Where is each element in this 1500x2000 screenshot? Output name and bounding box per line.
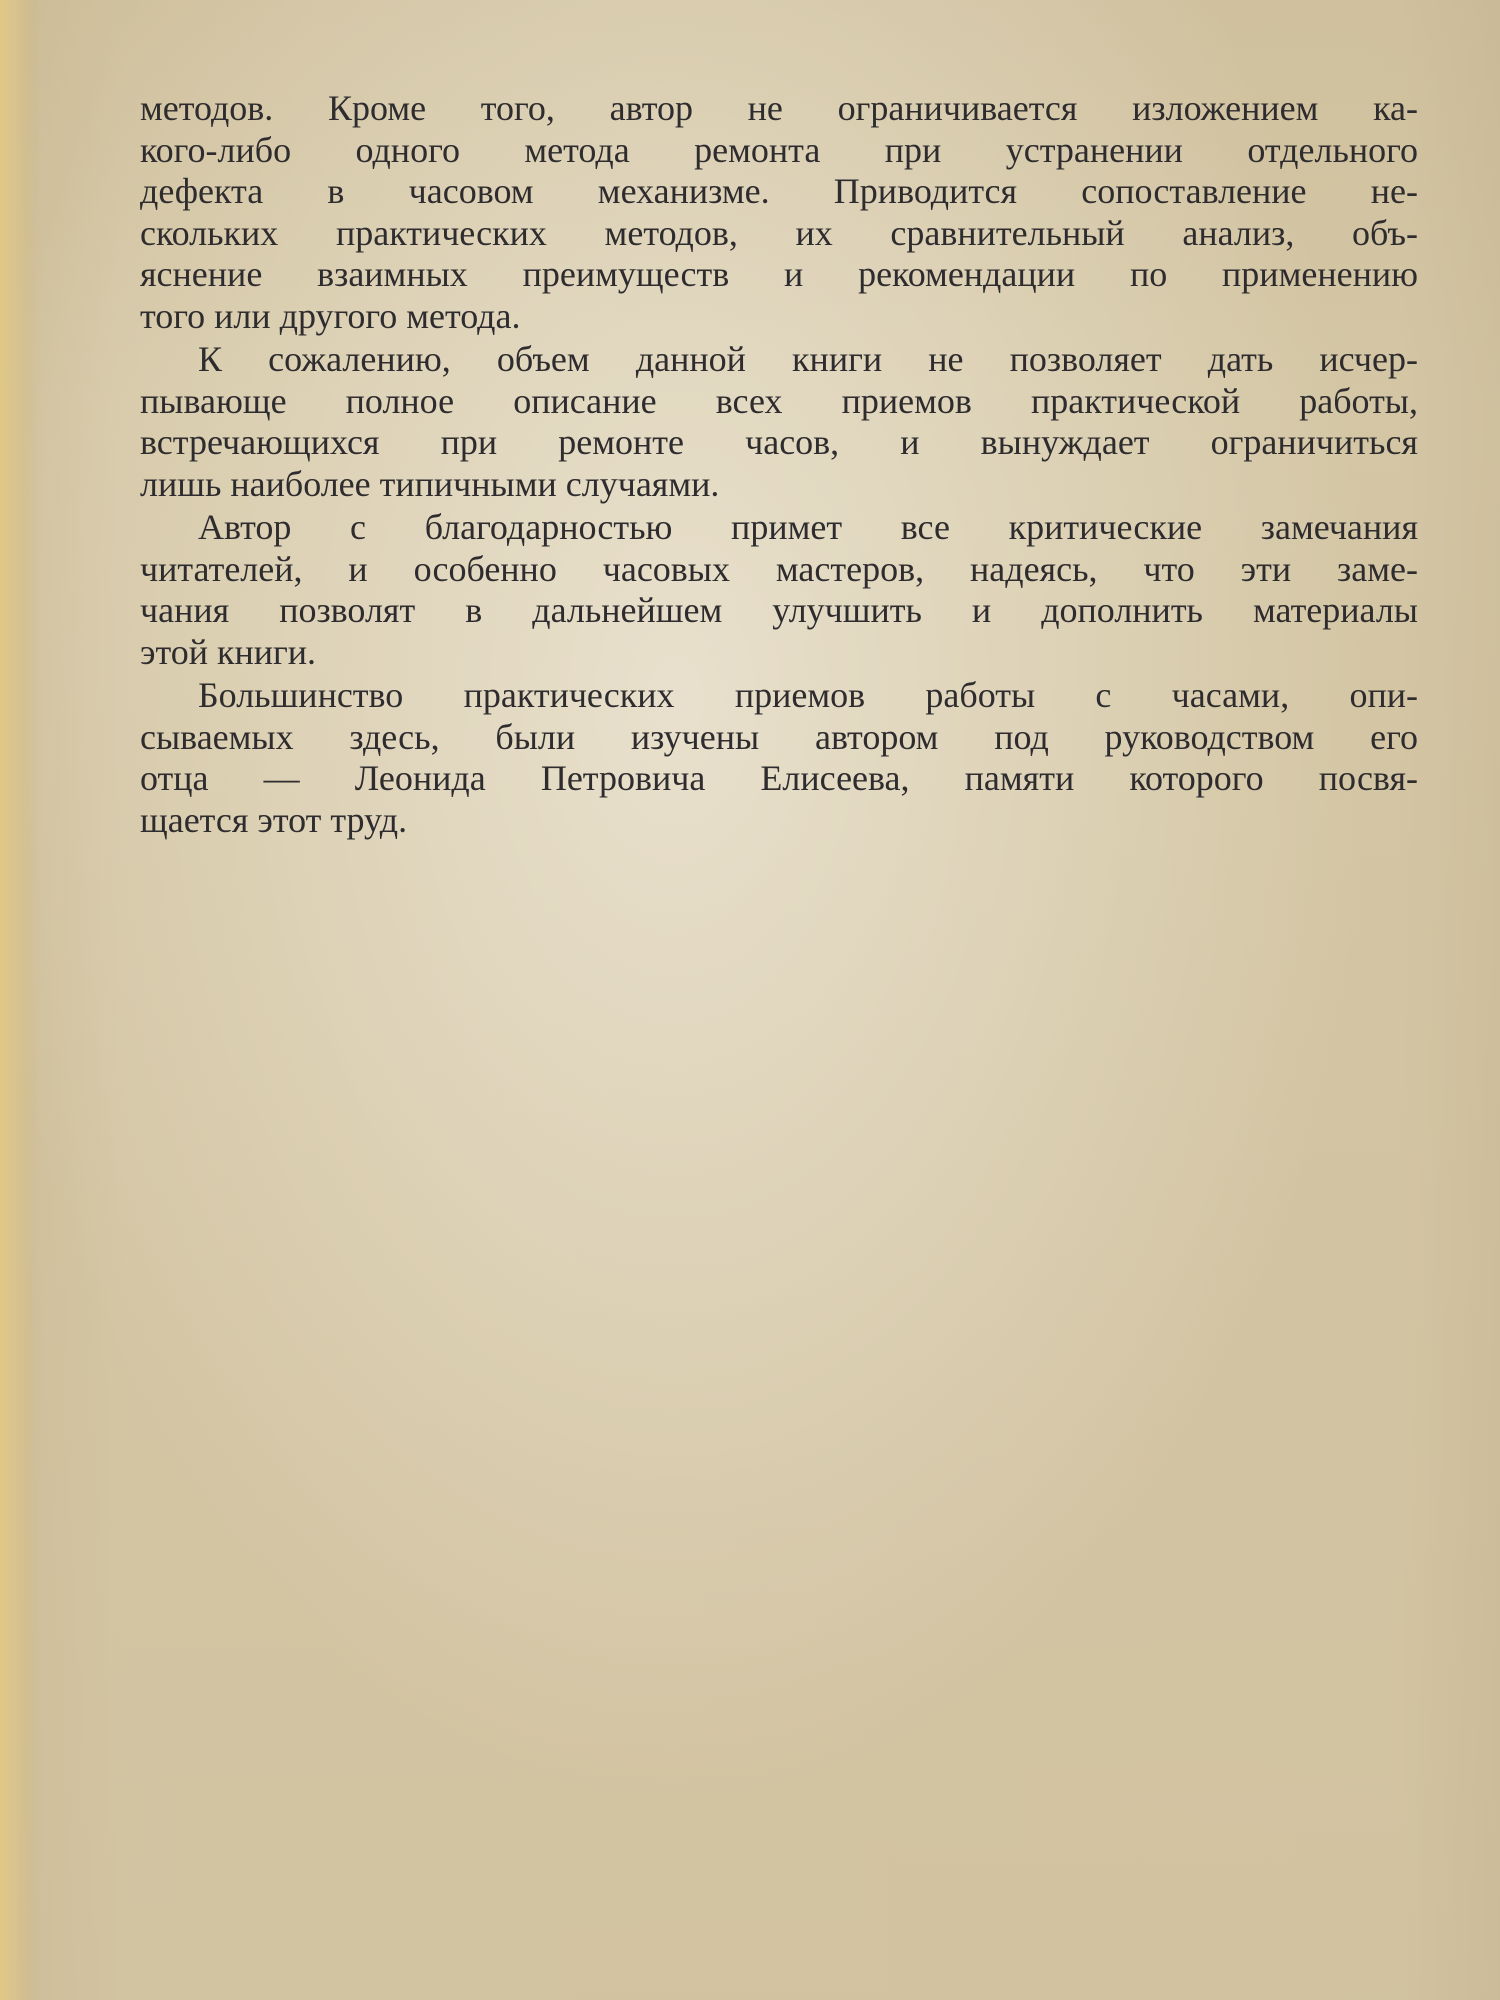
text-line: скольких практических методов, их сравнительный анализ, объ- [140, 212, 1418, 253]
text-line: сываемых здесь, были изучены автором под руководством его [140, 716, 1418, 757]
text-line: того или другого метода. [140, 295, 521, 336]
text-line: встречающихся при ремонте часов, и вынуждает ограничиться [140, 422, 1418, 462]
text-line: кого-либо одного метода ремонта при устранении отдельного [140, 129, 1418, 170]
text-line: дефекта в часовом механизме. Приводится сопоставление не- [140, 171, 1418, 211]
text-line: читателей, и особенно часовых мастеров, надеясь, что эти заме- [140, 548, 1418, 589]
body-text [140, 88, 1418, 841]
text-line: отца — Леонида Петровича Елисеева, памяти которого посвя- [140, 758, 1418, 798]
text-line: лишь наиболее типичными случаями. [140, 463, 720, 504]
text-line: методов. Кроме того, автор не ограничивается изложением ка- [140, 88, 1418, 128]
text-line: этой книги. [140, 631, 317, 672]
page-binding-edge [0, 0, 36, 2000]
text-line: Большинство практических приемов работы с часами, опи- [198, 675, 1418, 715]
text-line: пывающе полное описание всех приемов практической работы, [140, 380, 1418, 421]
text-line: К сожалению, объем данной книги не позволяет дать исчер- [198, 339, 1418, 379]
text-line: яснение взаимных преимуществ и рекомендации по применению [140, 254, 1418, 294]
text-line: Автор с благодарностью примет все критические замечания [198, 507, 1418, 547]
text-line: щается этот труд. [140, 799, 408, 840]
text-line: чания позволят в дальнейшем улучшить и дополнить материалы [140, 590, 1418, 630]
